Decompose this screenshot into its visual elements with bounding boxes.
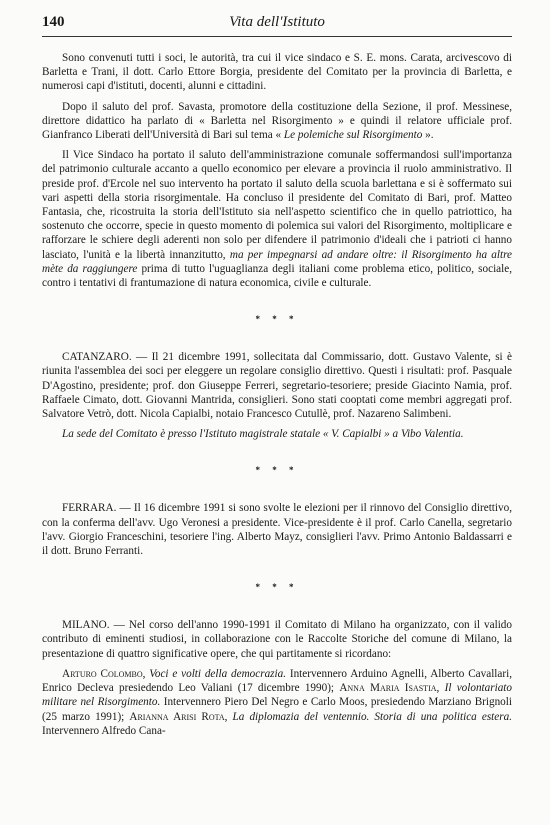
paragraph-text: ». [425,129,434,142]
catanzaro-paragraph-1: CATANZARO. — Il 21 dicembre 1991, sollecitata dal Commissario, dott. Gustavo Valente, si è riunita l'assemblea dei soci per eleggere un regolare consiglio direttivo. Questi i risultati: prof. Pasquale D'Agostino, presidente; prof. don Giuseppe Ferreri, segretario-tesoriere; preside Giacinto Namia, prof. Raffaele Cimato, dott. Giovanni Mantrida, consiglieri. Sono stati cooptati come membri aggregati prof. Salvatore Vetrò, dott. Nicola Capialbi, notaio Francesco Cutullè, prof. Nazareno Salimbeni. [42,351,512,421]
milano-paragraph-2 [42,667,512,738]
section-separator: * * * [255,582,299,593]
page-number: 140 [42,14,65,30]
page-header [42,14,512,37]
paragraph-text: Intervennero Alfredo Cana- [42,724,166,737]
paragraph-text: prima di tutto l'uguaglianza degli italiani come problema etico, politico, sociale, contro i tentativi di frantumazione di natura economica, civile e culturale. [42,262,513,290]
milano-paragraph-1: MILANO. — Nel corso dell'anno 1990-1991 il Comitato di Milano ha organizzato, con il valido contributo di eminenti studiosi, in collaborazione con le Raccolte Storiche del comune di Milano, la presentazione di quattro significative opere, che qui partitamente si ricordano: [42,619,512,660]
italic-quote: ma per impegnarsi ad andare oltre: il Risorgimento ha altre mète da raggiungere [42,248,513,275]
paragraph-text: Intervennero Arduino Agnelli, Alberto Cavallari, Enrico Decleva presiedendo Leo Valiani (17 dicembre 1990); [42,667,513,695]
barletta-paragraph-3 [42,148,512,290]
author-name: Anna Maria Isastia, [339,682,440,695]
paragraph-text: Intervennero Piero Del Negro e Carlo Moos, presiedendo Marziano Brignoli (25 marzo 1991); [42,696,512,723]
section-separator: * * * [255,314,299,325]
barletta-paragraph-2 [42,100,512,143]
section-separator: * * * [255,465,299,476]
author-name: Arianna Arisi Rota, [129,710,228,723]
ferrara-paragraph: FERRARA. — Il 16 dicembre 1991 si sono svolte le elezioni per il rinnovo del Consiglio direttivo, con la conferma dell'avv. Ugo Veronesi a presidente. Vice-presidente è il prof. Carlo Canella, segretario l'avv. Giorgio Franceschini, tesoriere l'ing. Alberto Mayz, consiglieri l'avv. Primo Antonio Baldassarri e il dott. Bruno Ferranti. [42,502,512,558]
paragraph-text: Il Vice Sindaco ha portato il saluto dell'amministrazione comunale soffermandosi sull'importanza del patrimonio culturale accanto a quello economico per elevare a provincia il ruolo amministrativo. Il preside prof. d'Ercole nel suo intervento ha portato il saluto della scuola barlettana e si è soffermato sui vari aspetti della storia risorgimentale. Ha concluso il presidente del Comitato di Bari, prof. Matteo Fantasia, che, ricostruita la storia dell'Istituto sia nell'aspetto scientifico che in quello patriottico, ha sostenuto che occorre, specie in questo momento di polemica sui valori del Risorgimento, moltiplicare e rafforzare le schiere degli aderenti non solo per difendere il patrimonio d'ideali che i patrioti ci hanno lasciato, l'unità e la libertà innanzitutto, [42,149,512,261]
lecture-title: Le polemiche sul Risorgimento [283,129,423,142]
book-title: La diplomazia del ventennio. Storia di una politica estera. [232,710,512,723]
catanzaro-paragraph-2: La sede del Comitato è presso l'Istituto magistrale statale « V. Capialbi » a Vibo Valentia. [62,428,464,441]
book-title: Il volontariato militare nel Risorgimento. [42,682,513,709]
barletta-paragraph-1: Sono convenuti tutti i soci, le autorità, tra cui il vice sindaco e S. E. mons. Carata, arcivescovo di Barletta e Trani, il dott. Carlo Ettore Borgia, presidente del Comitato per la provincia di Barletta, e numerosi capi d'istituti, docenti, alunni e cittadini. [42,52,512,93]
paragraph-text: Dopo il saluto del prof. Savasta, promotore della costituzione della Sezione, il prof. Messinese, direttore didattico ha parlato di « Barletta nel Risorgimento » e quindi il relatore ufficiale prof. Gianfranco Liberati dell'Università di Bari sul tema « [42,100,512,142]
book-title: Voci e volti della democrazia. [149,667,287,680]
author-name: Arturo Colombo, [62,667,146,680]
running-title: Vita dell'Istituto [229,14,325,30]
